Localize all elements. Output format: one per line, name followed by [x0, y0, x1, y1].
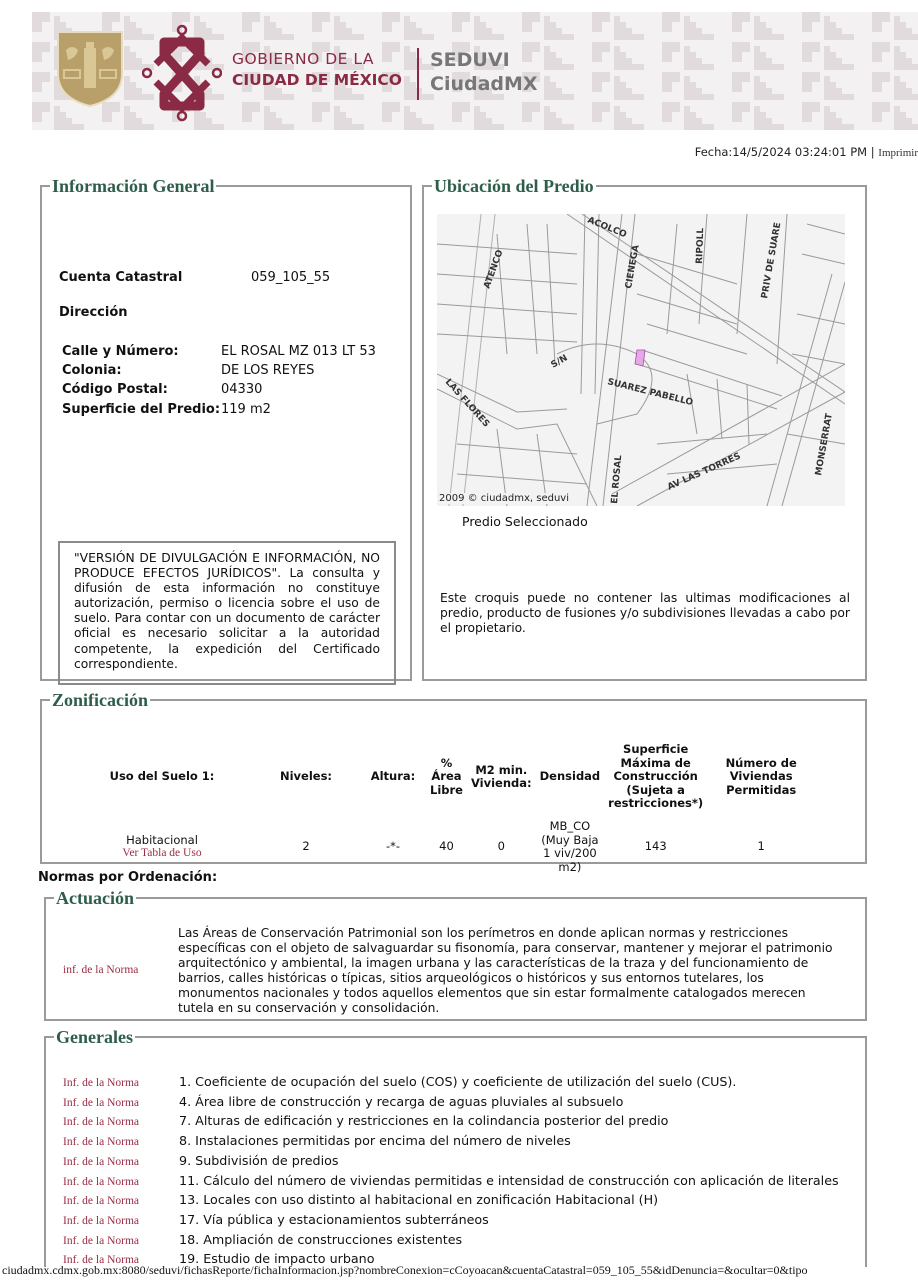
inf-de-la-norma-link[interactable]: Inf. de la Norma: [63, 1175, 139, 1188]
cell-m2-min: 0: [497, 839, 505, 854]
norma-text: 8. Instalaciones permitidas por encima del número de niveles: [179, 1133, 571, 1149]
street-label-acolco: ACOLCO: [585, 215, 628, 241]
header-m2-min: M2 min. Vivienda:: [470, 762, 532, 790]
fecha-text: Fecha:14/5/2024 03:24:01 PM |: [694, 145, 875, 159]
generales-list-item: [63, 1170, 839, 1190]
inf-de-la-norma-link[interactable]: Inf. de la Norma: [63, 1077, 139, 1089]
header-banner: [32, 12, 918, 130]
generales-section: [44, 1027, 867, 1267]
actuacion-text: Las Áreas de Conservación Patrimonial son los perímetros en donde aplican normas y restricciones específicas con el objeto de salvaguardar su fisonomía, para conservar, mantener y mejorar el patrimonio arquitectónico y ambiental, la imagen urbana y las características de la traza y del funcionamiento de barrios, calles históricas o típicas, sitios arqueológicos o históricos y sus entornos tutelares, los monumentos nacionales y todos aquellos elementos que sin estar formalmente catalogados merecen tutela en su conservación y consolidación.: [178, 926, 833, 1015]
cell-uso-suelo: [72, 818, 252, 876]
zonificacion-table: [72, 736, 815, 876]
inf-de-la-norma-link[interactable]: Inf. de la Norma: [63, 1234, 139, 1247]
street-label-las-flores: LAS FLORES: [442, 377, 492, 430]
gobierno-wordmark: [232, 49, 402, 91]
cell-numero-viviendas: 1: [757, 839, 765, 854]
uso-suelo-value: Habitacional: [126, 832, 198, 847]
generales-list-item: [63, 1150, 339, 1170]
inf-de-la-norma-link[interactable]: Inf. de la Norma: [63, 1214, 139, 1227]
inf-de-la-norma-link[interactable]: Inf. de la Norma: [63, 1096, 139, 1109]
street-label-priv-de-suare: PRIV DE SUARE: [760, 221, 784, 300]
seduvi-wordmark: [430, 48, 538, 96]
norma-text: 18. Ampliación de construcciones existentes: [179, 1231, 463, 1247]
cell-densidad: MB_CO (Muy Baja 1 viv/200 m2): [541, 819, 599, 874]
cell-altura: -*-: [385, 839, 401, 854]
zonificacion-section: [40, 690, 867, 874]
header-area-libre: % Área Libre: [430, 755, 463, 797]
street-label-el-rosal: EL ROSAL: [610, 454, 625, 505]
codigo-postal-value: 04330: [221, 382, 263, 397]
date-print-bar: [695, 145, 918, 159]
actuacion-legend: Actuación: [56, 888, 134, 908]
street-label-cienega: CIENEGA: [624, 244, 642, 290]
zonificacion-data-row: [72, 818, 815, 876]
gobierno-line2: CIUDAD DE MÉXICO: [232, 71, 402, 89]
superficie-value: 119 m2: [221, 402, 271, 417]
gobierno-line1: GOBIERNO DE LA: [232, 50, 374, 68]
header-altura: Altura:: [370, 769, 416, 784]
actuacion-section: [44, 888, 867, 1021]
normas-title: Normas por Ordenación:: [38, 870, 218, 885]
seduvi-line1: SEDUVI: [430, 49, 510, 71]
inf-de-la-norma-link[interactable]: Inf. de la Norma: [63, 1195, 139, 1208]
norma-text: 4. Área libre de construcción y recarga de aguas pluviales al subsuelo: [179, 1093, 624, 1109]
inf-de-la-norma-link[interactable]: Inf. de la Norma: [63, 1254, 139, 1267]
codigo-postal-label: Código Postal:: [62, 382, 168, 397]
ubicacion-section: [422, 176, 867, 681]
street-label-atenco: ATENCO: [482, 248, 506, 291]
street-label-suarez-pabello: SUAREZ PABELLO: [606, 377, 694, 409]
footer-url: ciudadmx.cdmx.gob.mx:8080/seduvi/fichasReporte/fichaInformacion.jsp?nombreConexion=cCoyoacan&cuentaCatastral=059_105_55&idDenuncia=&ocultar=0&tipo: [2, 1263, 808, 1277]
colonia-value: DE LOS REYES: [221, 363, 315, 378]
inf-de-la-norma-link[interactable]: Inf. de la Norma: [63, 1155, 139, 1168]
street-label-monserrat: MONSERRAT: [814, 412, 835, 477]
location-map[interactable]: [437, 214, 845, 506]
inf-de-la-norma-link[interactable]: Inf. de la Norma: [63, 1116, 139, 1129]
cdmx-knot-logo: [142, 24, 222, 122]
informacion-general-legend: Información General: [52, 176, 215, 196]
colonia-label: Colonia:: [62, 363, 122, 378]
calle-label: Calle y Número:: [62, 344, 179, 359]
norma-text: 9. Subdivisión de predios: [179, 1152, 339, 1168]
generales-list-item: [63, 1209, 489, 1229]
street-label-ripoll: RIPOLL: [695, 227, 707, 265]
direccion-label: Dirección: [59, 305, 128, 320]
cdmx-crest-logo: [56, 30, 124, 108]
generales-list-item: [63, 1110, 668, 1130]
ubicacion-legend: Ubicación del Predio: [434, 176, 594, 196]
inf-de-la-norma-link[interactable]: Inf. de la Norma: [63, 1136, 139, 1149]
street-label-sn: S/N: [549, 353, 570, 371]
header-densidad: Densidad: [539, 769, 601, 784]
zonificacion-header-row: [72, 736, 815, 818]
norma-text: 13. Locales con uso distinto al habitacional en zonificación Habitacional (H): [179, 1192, 659, 1208]
selected-parcel: [635, 350, 645, 366]
cell-area-libre: 40: [439, 839, 454, 854]
map-caption: Predio Seleccionado: [462, 514, 588, 529]
street-label-av-las-torres: AV LAS TORRES: [666, 451, 743, 493]
generales-list-item: [63, 1071, 736, 1091]
generales-list-item: [63, 1189, 658, 1209]
generales-legend: Generales: [56, 1027, 133, 1047]
generales-list-item: [63, 1229, 462, 1249]
map-credit: 2009 © ciudadmx, seduvi: [439, 493, 570, 504]
zonificacion-legend: Zonificación: [52, 690, 149, 710]
generales-list-item: [63, 1091, 623, 1111]
actuacion-norma-link[interactable]: inf. de la Norma: [63, 964, 139, 976]
disclaimer-box: "VERSIÓN DE DIVULGACIÓN E INFORMACIÓN, NO PRODUCE EFECTOS JURÍDICOS". La consulta y difusión de esta información no constituye autorización, permiso o licencia sobre el uso de suelo. Para contar con un documento de carácter oficial es necesario solicitar a la autoridad competente, la expedición del Certificado correspondiente.: [58, 541, 396, 685]
informacion-general-section: [40, 176, 412, 681]
norma-text: 1. Coeficiente de ocupación del suelo (COS) y coeficiente de utilización del suelo (CUS).: [179, 1074, 737, 1089]
superficie-label: Superficie del Predio:: [62, 402, 221, 417]
header-niveles: Niveles:: [279, 769, 333, 784]
imprimir-link[interactable]: Imprimir: [878, 147, 918, 159]
header-numero-viviendas: Número de Viviendas Permitidas: [725, 755, 797, 797]
cuenta-catastral-value: 059_105_55: [251, 270, 331, 285]
header-divider: [417, 48, 419, 100]
norma-text: 11. Cálculo del número de viviendas permitidas e intensidad de construcción con aplicación de literales: [179, 1172, 839, 1188]
calle-value: EL ROSAL MZ 013 LT 53: [221, 344, 376, 359]
generales-list-item: [63, 1130, 571, 1150]
croquis-note: Este croquis puede no contener las ultimas modificaciones al predio, producto de fusiones y/o subdivisiones llevadas a cabo por el propietario.: [440, 591, 850, 636]
cell-superficie-maxima: 143: [644, 839, 667, 854]
map-drawing: [437, 214, 845, 506]
norma-text: 7. Alturas de edificación y restricciones en la colindancia posterior del predio: [179, 1113, 669, 1129]
cell-niveles: 2: [302, 839, 310, 854]
header-uso-suelo: Uso del Suelo 1:: [109, 769, 215, 784]
cuenta-catastral-label: Cuenta Catastral: [59, 270, 183, 285]
header-superficie-maxima: Superficie Máxima de Construcción (Sujeta a restricciones*): [608, 742, 704, 811]
norma-text: 17. Vía pública y estacionamientos subterráneos: [179, 1211, 489, 1227]
ver-tabla-de-uso-link[interactable]: Ver Tabla de Uso: [122, 847, 202, 859]
norma-text: 19. Estudio de impacto urbano: [179, 1251, 375, 1267]
seduvi-line2: CiudadMX: [430, 73, 538, 95]
